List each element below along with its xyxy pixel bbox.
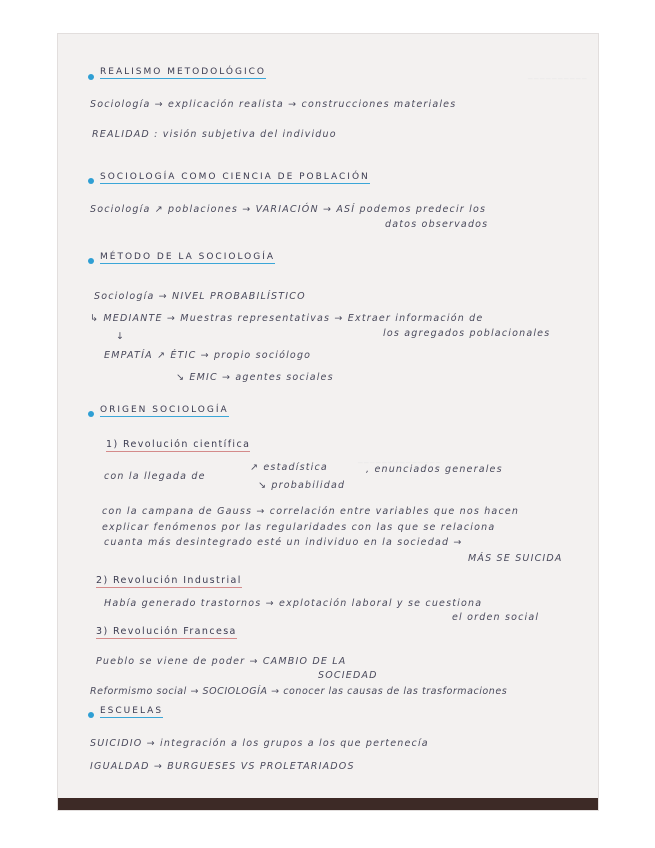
note-line: explicar fenómenos por las regularidades con las que se relaciona (102, 522, 496, 533)
note-line: el orden social (452, 612, 540, 623)
note-line: IGUALDAD → BURGUESES VS PROLETARIADOS (90, 761, 355, 772)
note-line: con la llegada de (104, 471, 206, 482)
note-line: ↳ MEDIANTE → Muestras representativas → Extraer información de (90, 313, 484, 324)
note-line: , enunciados generales (366, 464, 503, 475)
note-line: ↗ estadística (250, 462, 328, 473)
page-shadow-edge (58, 798, 598, 810)
subheading-revolucion-francesa: 3) Revolución Francesa (96, 626, 237, 637)
heading-ciencia-poblacion: SOCIOLOGÍA COMO CIENCIA DE POBLACIÓN (100, 172, 370, 182)
heading-realismo: REALISMO METODOLÓGICO (100, 67, 267, 77)
note-line: Sociología ↗ poblaciones → VARIACIÓN → ASÍ podemos predecir los (90, 204, 487, 215)
note-line: Reformismo social → SOCIOLOGÍA → conocer las causas de las trasformaciones (90, 686, 508, 697)
note-line: MÁS SE SUICIDA (468, 553, 563, 564)
bullet-icon (88, 258, 94, 264)
heading-origen: ORIGEN SOCIOLOGÍA (100, 405, 229, 415)
note-line: cuanta más desintegrado esté un individuo en la sociedad → (104, 537, 463, 548)
note-line: datos observados (385, 219, 489, 230)
note-line: ↘ probabilidad (258, 480, 346, 491)
bullet-icon (88, 712, 94, 718)
arrow-down: ↓ (116, 331, 126, 342)
note-line: Pueblo se viene de poder → CAMBIO DE LA (96, 656, 347, 667)
bullet-icon (88, 411, 94, 417)
note-line: Había generado trastornos → explotación laboral y se cuestiona (104, 598, 483, 609)
note-line: ↘ EMIC → agentes sociales (176, 372, 334, 383)
subheading-revolucion-cientifica: 1) Revolución científica (106, 439, 251, 450)
note-line: SOCIEDAD (318, 670, 378, 681)
notebook-page: __________ ______________ (58, 34, 598, 810)
note-line: Sociología → explicación realista → construcciones materiales (90, 99, 457, 110)
bullet-icon (88, 178, 94, 184)
note-line: SUICIDIO → integración a los grupos a los que pertenecía (90, 738, 429, 749)
note-line: Sociología → NIVEL PROBABILÍSTICO (94, 291, 306, 302)
note-line: REALIDAD : visión subjetiva del individuo (92, 129, 337, 140)
bullet-icon (88, 74, 94, 80)
subheading-revolucion-industrial: 2) Revolución Industrial (96, 575, 242, 586)
note-line: con la campana de Gauss → correlación entre variables que nos hacen (102, 506, 520, 517)
note-line: los agregados poblacionales (383, 328, 551, 339)
heading-escuelas: ESCUELAS (100, 706, 164, 716)
note-line: EMPATÍA ↗ ÉTIC → propio sociólogo (104, 350, 312, 361)
heading-metodo: MÉTODO DE LA SOCIOLOGÍA (100, 252, 276, 262)
